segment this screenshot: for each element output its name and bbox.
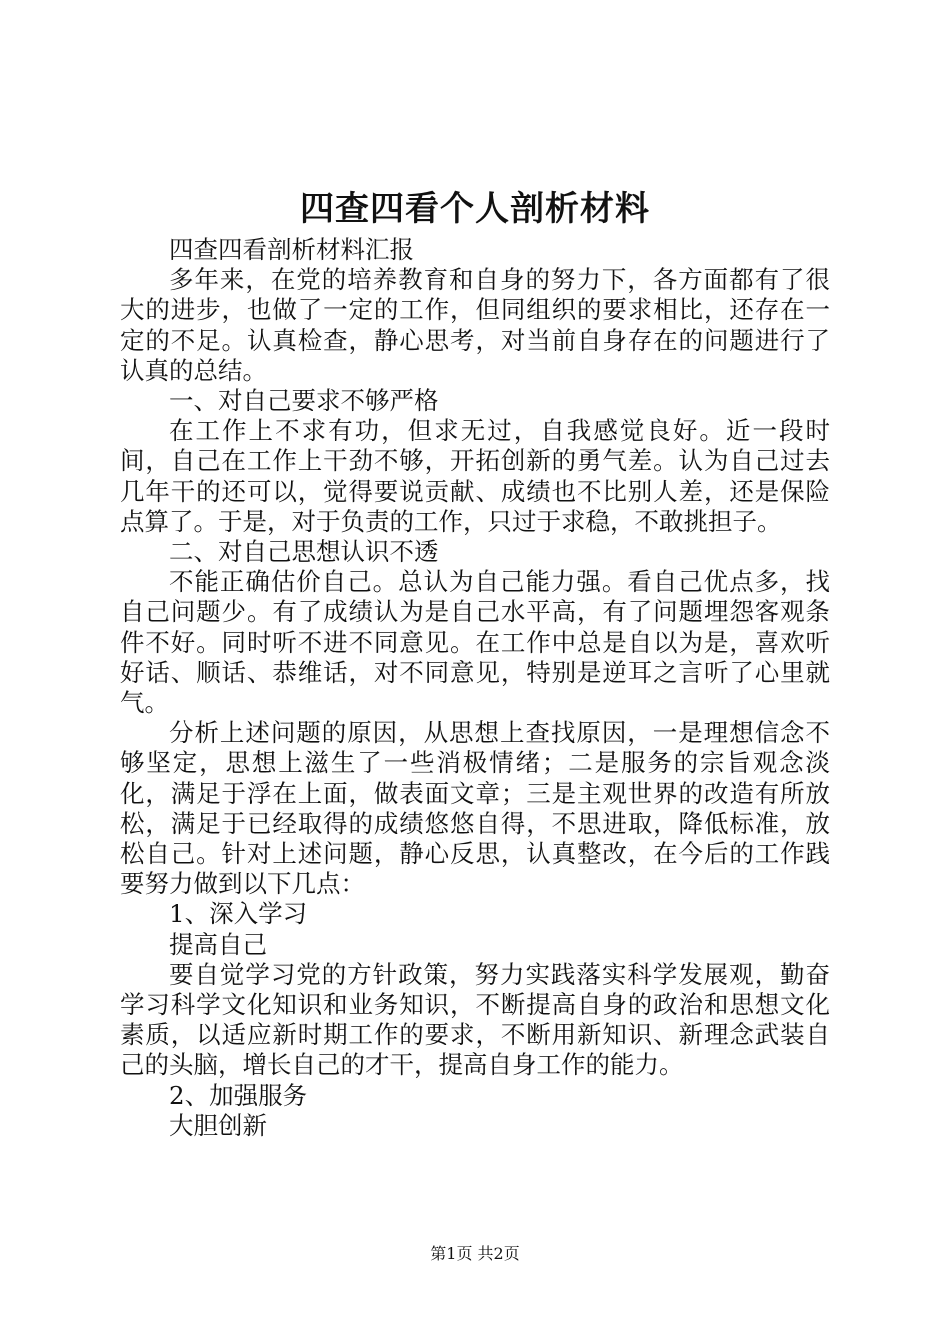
paragraph: 要自觉学习党的方针政策，努力实践落实科学发展观，勤奋学习科学文化知识和业务知识，不断提高自身的政治和思想文化素质，以适应新时期工作的要求，不断用新知识、新理念武装自己的头脑，增长自己的才干，提高自身工作的能力。 bbox=[120, 959, 830, 1080]
page-footer: 第1页 共2页 bbox=[430, 1244, 520, 1263]
section-heading: 提高自己 bbox=[169, 929, 267, 959]
section-heading: 2、加强服务 bbox=[169, 1080, 308, 1110]
document-body bbox=[120, 235, 830, 1141]
section-heading: 一、对自己要求不够严格 bbox=[169, 386, 439, 416]
paragraph: 多年来，在党的培养教育和自身的努力下，各方面都有了很大的进步，也做了一定的工作，但同组织的要求相比，还存在一定的不足。认真检查，静心思考，对当前自身存在的问题进行了认真的总结。 bbox=[120, 265, 830, 385]
paragraph: 分析上述问题的原因，从思想上查找原因，一是理想信念不够坚定，思想上滋生了一些消极情绪；二是服务的宗旨观念淡化，满足于浮在上面，做表面文章；三是主观世界的改造有所放松，满足于已经取得的成绩悠悠自得，不思进取，降低标准，放松自己。针对上述问题，静心反思，认真整改，在今后的工作践要努力做到以下几点： bbox=[120, 718, 830, 899]
paragraph: 四查四看剖析材料汇报 bbox=[169, 235, 414, 264]
document-title: 四查四看个人剖析材料 bbox=[300, 189, 650, 229]
section-heading: 大胆创新 bbox=[169, 1110, 267, 1140]
paragraph: 在工作上不求有功，但求无过，自我感觉良好。近一段时间，自己在工作上干劲不够，开拓创新的勇气差。认为自己过去几年干的还可以，觉得要说贡献、成绩也不比别人差，还是保险点算了。于是，对于负责的工作，只过于求稳，不敢挑担子。 bbox=[120, 416, 830, 536]
section-heading: 1、深入学习 bbox=[169, 899, 308, 929]
paragraph: 不能正确估价自己。总认为自己能力强。看自己优点多，找自己问题少。有了成绩认为是自己水平高，有了问题埋怨客观条件不好。同时听不进不同意见。在工作中总是自以为是，喜欢听好话、顺话、恭维话，对不同意见，特别是逆耳之言听了心里就气。 bbox=[120, 567, 830, 718]
section-heading: 二、对自己思想认识不透 bbox=[169, 537, 439, 567]
